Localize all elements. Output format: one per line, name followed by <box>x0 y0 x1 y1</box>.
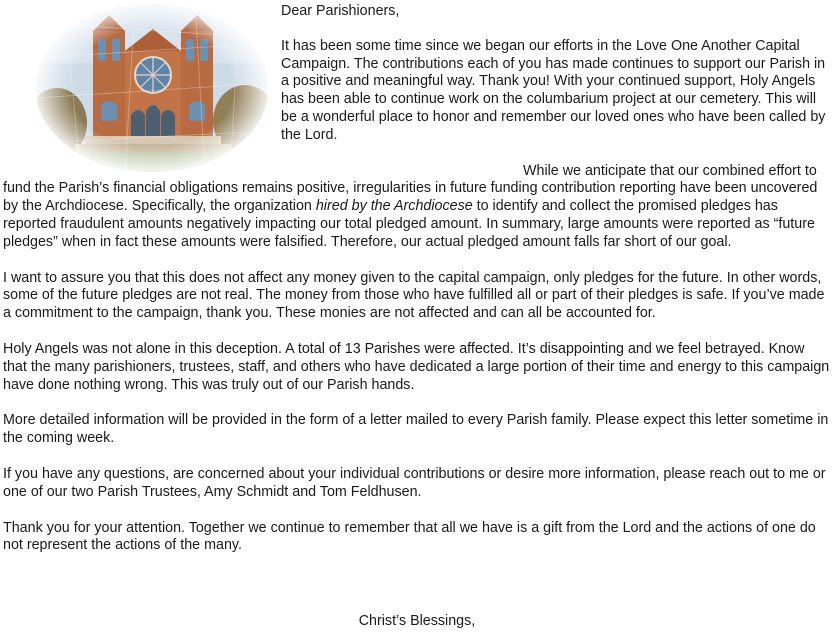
church-icon <box>35 3 269 173</box>
letter-body <box>3 3 831 573</box>
church-illustration <box>35 3 269 173</box>
paragraph-irregularities <box>3 163 831 252</box>
paragraph-irregularities-emphasis: hired by the Archdiocese <box>315 198 473 215</box>
paragraph-deception: Holy Angels was not alone in this deception. A total of 13 Parishes were affected. It’s disappointing and we feel betrayed. Know that the many parishioners, trustees, staff, and others who have dedicated a large portion of their time and energy to this campaign have done nothing wrong. This was truly out of our Parish hands. <box>3 340 830 393</box>
paragraph-campaign-progress: It has been some time since we began our efforts in the Love One Another Capital Campaign. The contributions each of you has made continues to support our Parish in a positive and meaningful way. Thank you! With your continued support, Holy Angels has been able to continue work on the columbarium project at our cemetery. This will be a wonderful place to honor and remember our loved ones who have been called by the Lord. <box>281 37 826 143</box>
paragraph-irregularities-end: to identify and collect the promised pledges has reported fraudulent amounts negatively impacting our total pledged amount. In summary, large amounts were reported as “future pledges” when in fact these amounts were falsified. Therefore, our actual pledged amount falls far short of our goal. <box>3 198 815 250</box>
closing-signoff: Christ’s Blessings, <box>358 613 476 629</box>
paragraph-irregularities-start: While we anticipate that our combined effort to fund the Parish’s financial obligations remains positive, irregularities in future funding contribution reporting have been uncovered by the Archdiocese. Specifically, the organization <box>3 162 818 215</box>
paragraph-thanks: Thank you for your attention. Together we continue to remember that all we have is a gift from the Lord and the actions of one do not represent the actions of the many. <box>3 519 816 554</box>
greeting: Dear Parishioners, <box>281 3 400 19</box>
paragraph-questions: If you have any questions, are concerned about your individual contributions or desire more information, please reach out to me or one of our two Parish Trustees, Amy Schmidt and Tom Feldhusen. <box>3 465 826 500</box>
paragraph-assurance: I want to assure you that this does not affect any money given to the capital campaign, only pledges for the future. In other words, some of the future pledges are not real. The money from those who have fulfilled all or part of their pledges is safe. If you’ve made a commitment to the campaign, thank you. These monies are not affected and can all be accounted for. <box>3 269 825 322</box>
paragraph-more-information: More detailed information will be provided in the form of a letter mailed to every Parish family. Please expect this letter sometime in the coming week. <box>3 412 829 447</box>
